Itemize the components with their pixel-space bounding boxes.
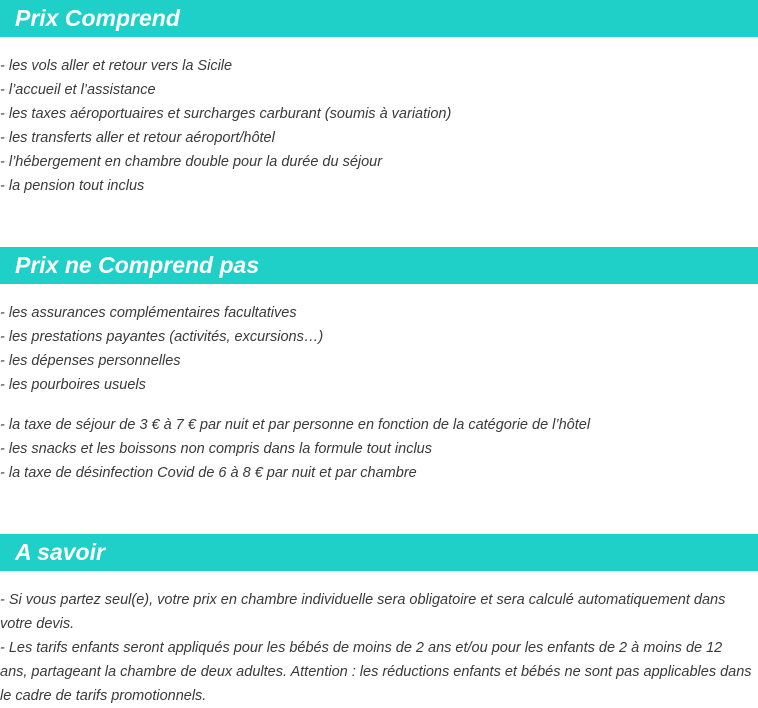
included-item: - la pension tout inclus — [0, 178, 145, 194]
excluded-item: - les snacks et les boissons non compris dans la formule tout inclus — [0, 441, 432, 457]
excluded-item: - les pourboires usuels — [0, 377, 146, 393]
included-item: - les transferts aller et retour aéroport/hôtel — [0, 130, 275, 146]
info-paragraph: - Si vous partez seul(e), votre prix en chambre individuelle sera obligatoire et sera calculé automatiquement dans votre devis. — [0, 592, 726, 632]
section-header-info — [0, 534, 758, 571]
included-item: - les vols aller et retour vers la Sicile — [0, 58, 233, 74]
included-item: - les taxes aéroportuaires et surcharges carburant (soumis à variation) — [0, 106, 452, 122]
section-header-excluded — [0, 247, 758, 284]
section-title-included: Prix Comprend — [15, 5, 180, 31]
excluded-item: - la taxe de séjour de 3 € à 7 € par nuit et par personne en fonction de la catégorie de l’hôtel — [0, 417, 591, 433]
excluded-item: - les assurances complémentaires facultatives — [0, 305, 297, 321]
excluded-item: - la taxe de désinfection Covid de 6 à 8 € par nuit et par chambre — [0, 465, 417, 481]
section-title-info: A savoir — [15, 539, 105, 565]
section-title-excluded: Prix ne Comprend pas — [15, 252, 260, 278]
excluded-item: - les dépenses personnelles — [0, 353, 181, 369]
included-item: - l’hébergement en chambre double pour la durée du séjour — [0, 154, 383, 170]
section-header-included — [0, 0, 758, 37]
excluded-item: - les prestations payantes (activités, excursions…) — [0, 329, 324, 345]
included-item: - l’accueil et l’assistance — [0, 82, 156, 98]
info-paragraph: - Les tarifs enfants seront appliqués pour les bébés de moins de 2 ans et/ou pour les enfants de 2 à moins de 12 ans, partageant la chambre de deux adultes. Attention : les réductions enfants et bébés ne sont pas applicables dans le cadre de tarifs promotionnels. — [0, 640, 752, 704]
